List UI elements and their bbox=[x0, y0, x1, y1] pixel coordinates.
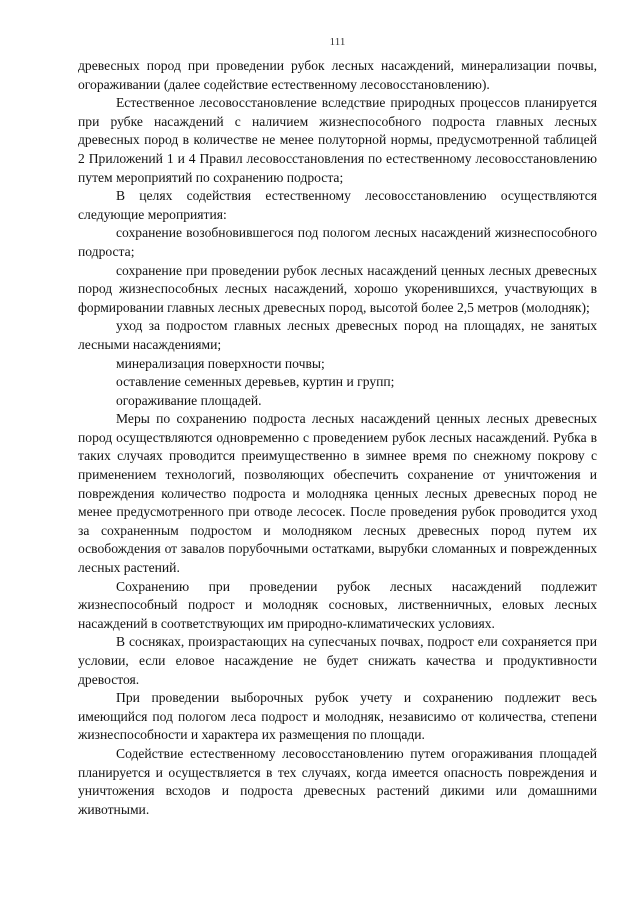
paragraph: При проведении выборочных рубок учету и сохранению подлежит весь имеющийся под пологом леса подрост и молодняк, независимо от количества, степени жизнеспособности и характера их размещения по площади. bbox=[78, 690, 597, 743]
page-number: 111 bbox=[329, 36, 346, 48]
paragraph: огораживание площадей. bbox=[116, 392, 262, 408]
document-body bbox=[78, 57, 597, 819]
paragraph: В сосняках, произрастающих на супесчаных почвах, подрост ели сохраняется при условии, если еловое насаждение не будет снижать качества и продуктивности древостоя. bbox=[78, 634, 597, 687]
paragraph: Меры по сохранению подроста лесных насаждений ценных лесных древесных пород осуществляются одновременно с проведением рубок лесных насаждений. Рубка в таких случаях проводится преимущественно в зимнее время по снежному покрову с применением технологий, позволяющих обеспечить сохранение от уничтожения и повреждения количество подроста и молодняка ценных лесных древесных пород не менее предусмотренного при отводе лесосек. После проведения рубок проводится уход за сохраненным подростом и молодняком лесных древесных пород путем их освобождения от завалов порубочными остатками, вырубки сломанных и поврежденных лесных растений. bbox=[78, 411, 597, 576]
paragraph: В целях содействия естественному лесовосстановлению осуществляются следующие мероприятия: bbox=[78, 188, 597, 222]
document-page bbox=[78, 36, 597, 819]
paragraph: Сохранению при проведении рубок лесных насаждений подлежит жизнеспособный подрост и молодняк сосновых, лиственничных, еловых лесных насаждений в соответствующих им природно-климатических условиях. bbox=[78, 578, 597, 631]
paragraph: оставление семенных деревьев, куртин и групп; bbox=[116, 374, 395, 390]
paragraph: древесных пород при проведении рубок лесных насаждений, минерализации почвы, огораживании (далее содействие естественному лесовосстановлению). bbox=[78, 58, 597, 92]
paragraph: сохранение при проведении рубок лесных насаждений ценных лесных древесных пород жизнеспособных лесных насаждений, хорошо укоренившихся, участвующих в формировании главных лесных древесных пород, высотой более 2,5 метров (молодняк); bbox=[78, 262, 597, 315]
paragraph: уход за подростом главных лесных древесных пород на площадях, не занятых лесными насаждениями; bbox=[78, 318, 597, 352]
paragraph: Содействие естественному лесовосстановлению путем огораживания площадей планируется и осуществляется в тех случаях, когда имеется опасность повреждения и уничтожения всходов и подроста древесных растений дикими или домашними животными. bbox=[78, 745, 597, 817]
paragraph: Естественное лесовосстановление вследствие природных процессов планируется при рубке насаждений с наличием жизнеспособного подроста главных лесных древесных пород в количестве не менее полуторной нормы, предусмотренной таблицей 2 Приложений 1 и 4 Правил лесовосстановления по естественному лесовосстановлению путем мероприятий по сохранению подроста; bbox=[78, 95, 597, 185]
paragraph: минерализация поверхности почвы; bbox=[116, 355, 325, 371]
paragraph: сохранение возобновившегося под пологом лесных насаждений жизнеспособного подроста; bbox=[78, 225, 597, 259]
